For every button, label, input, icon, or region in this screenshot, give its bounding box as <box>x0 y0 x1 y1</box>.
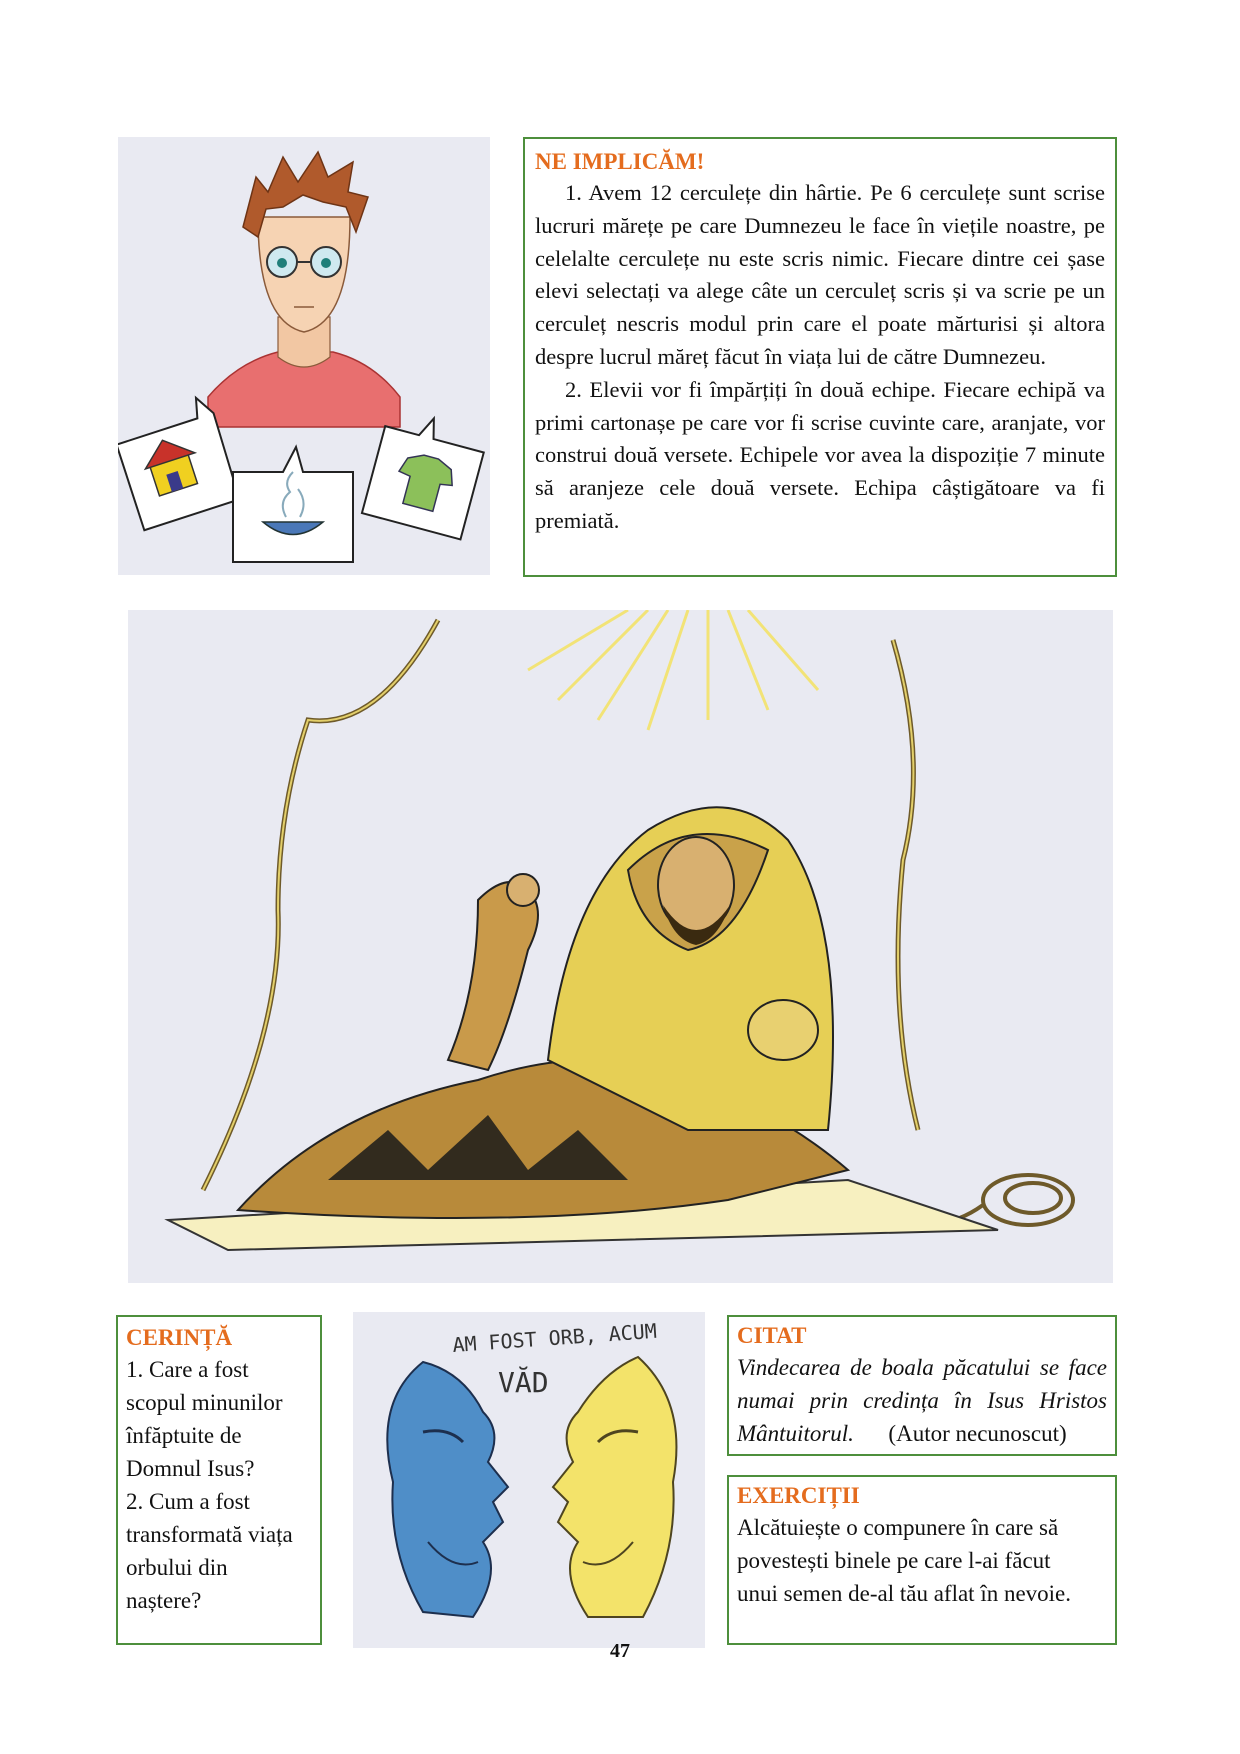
exercitii-line-1: Alcătuiește o compunere în care să <box>737 1515 1059 1540</box>
healing-drawing <box>128 610 1113 1283</box>
citat-text: Vindecarea de boala păcatului se face numai prin credința în Isus Hristos Mântuitorul. <box>737 1355 1107 1446</box>
citat-box <box>727 1315 1117 1456</box>
cerinta-line-7: orbului din <box>126 1555 228 1580</box>
cerinta-heading: CERINȚĂ <box>126 1325 233 1350</box>
citat-quote <box>737 1351 1107 1450</box>
cerinta-line-4: Domnul Isus? <box>126 1456 255 1481</box>
exercitii-box <box>727 1475 1117 1645</box>
healing-illustration <box>128 610 1113 1283</box>
exercitii-line-3: unui semen de-al tău aflat în nevoie. <box>737 1581 1072 1606</box>
faces-illustration <box>353 1312 705 1648</box>
cerinta-line-2: scopul minunilor <box>126 1390 283 1415</box>
ne-implicam-paragraph-1: 1. Avem 12 cerculețe din hârtie. Pe 6 cerculețe sunt scrise lucruri mărețe pe care Dumnezeu le face în viețile noastre, pe celelalte cerculețe nu este scris nimic. Fiecare dintre cei șase elevi selectați va alege câte un cerculeț scris și va scrie pe un cerculeț nescris modul prin care el poate mărturisi și altora despre lucrul măreț făcut în viața lui de către Dumnezeu. <box>535 180 1105 369</box>
citat-heading: CITAT <box>737 1323 807 1348</box>
cerinta-line-3: înfăptuite de <box>126 1423 242 1448</box>
faces-caption-line-1: AM FOST ORB, ACUM <box>451 1318 658 1357</box>
cerinta-line-5: 2. Cum a fost <box>126 1489 250 1514</box>
cerinta-line-1: 1. Care a fost <box>126 1357 249 1382</box>
ne-implicam-box <box>523 137 1117 577</box>
cerinta-box <box>116 1315 322 1645</box>
cerinta-line-8: naștere? <box>126 1588 202 1613</box>
boy-drawing <box>118 137 490 575</box>
exercitii-line-2: povestești binele pe care l-ai făcut <box>737 1548 1051 1573</box>
citat-author: (Autor necunoscut) <box>888 1421 1067 1446</box>
ne-implicam-heading: NE IMPLICĂM! <box>535 149 705 174</box>
faces-caption-line-2: VĂD <box>498 1366 549 1399</box>
cerinta-line-6: transformată viața <box>126 1522 293 1547</box>
ne-implicam-paragraph-2: 2. Elevii vor fi împărțiți în două echipe. Fiecare echipă va primi cartonașe pe care vor fi scrise cuvinte care, aranjate, vor construi două versete. Echipele vor avea la dispoziție 7 minute să aranjeze cele două versete. Echipa câștigătoare va fi premiată. <box>535 376 1105 533</box>
faces-drawing <box>353 1312 705 1648</box>
page-number: 47 <box>610 1640 630 1662</box>
exercitii-heading: EXERCIȚII <box>737 1483 860 1508</box>
boy-illustration <box>118 137 490 575</box>
